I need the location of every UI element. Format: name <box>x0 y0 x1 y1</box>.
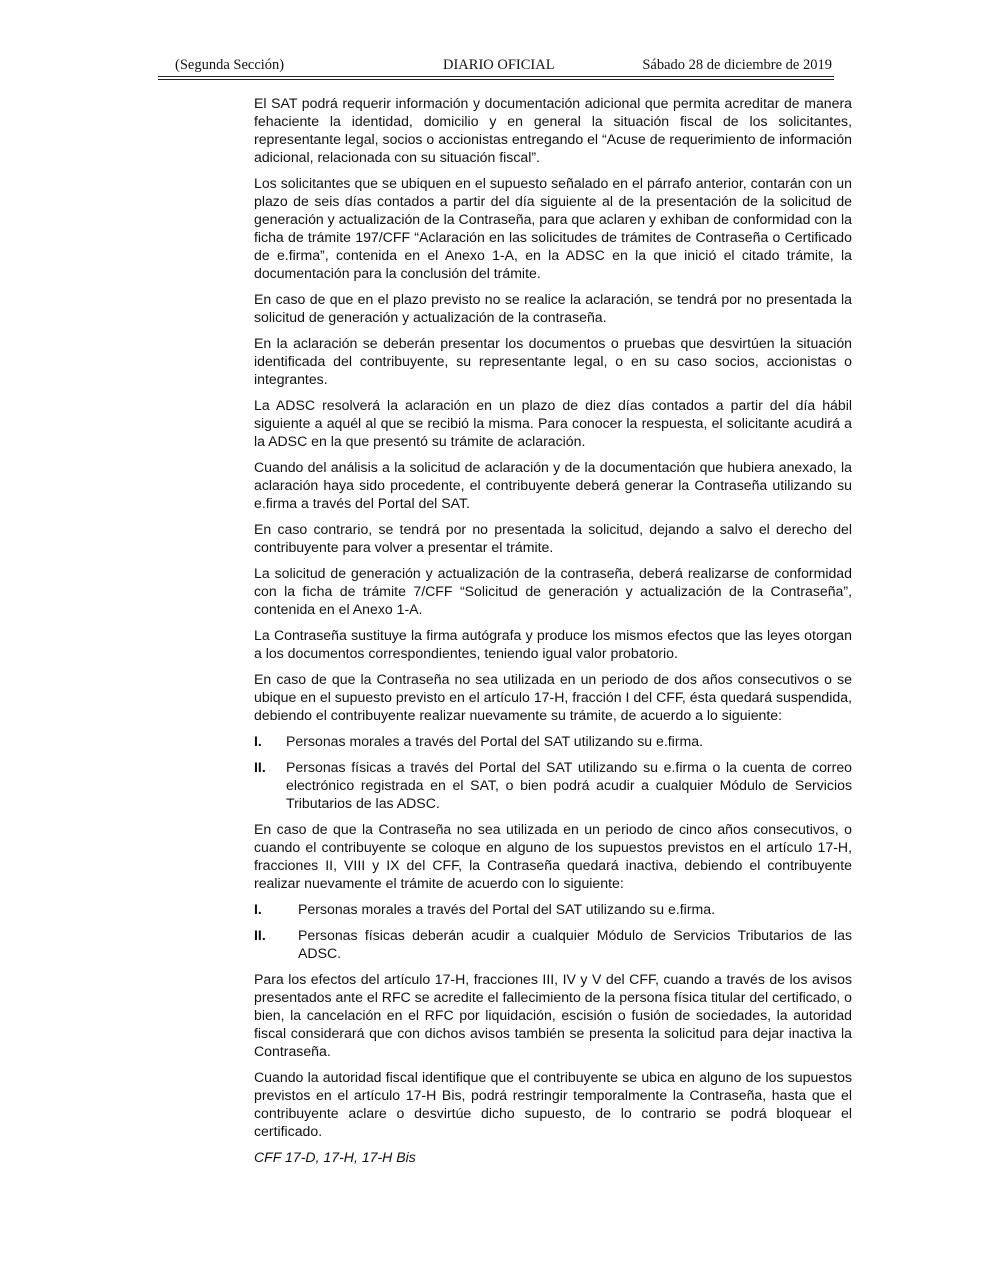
section-label: (Segunda Sección) <box>175 57 285 73</box>
header-rule-bottom <box>158 79 834 80</box>
paragraph: La ADSC resolverá la aclaración en un plazo de diez días contados a partir del día hábil siguiente a aquél al que se recibió la misma. Para conocer la respuesta, el solicitante acudirá a la ADSC en la que presentó su trámite de aclaración. <box>254 397 852 449</box>
list-item <box>254 732 852 750</box>
list-item-text: Personas físicas deberán acudir a cualquier Módulo de Servicios Tributarios de las ADSC. <box>298 927 852 961</box>
legal-reference: CFF 17-D, 17-H, 17-H Bis <box>254 1149 416 1165</box>
list-item <box>254 926 852 962</box>
list-item <box>254 900 852 918</box>
paragraph: El SAT podrá requerir información y documentación adicional que permita acreditar de manera fehaciente la identidad, domicilio y en general la situación fiscal de los solicitantes, representante legal, socios o accionistas entregando el “Acuse de requerimiento de información adicional, relacionada con su situación fiscal”. <box>254 95 852 165</box>
list-item-number: II. <box>254 927 266 943</box>
paragraph: En caso de que la Contraseña no sea utilizada en un periodo de cinco años consecutivos, o cuando el contribuyente se coloque en alguno de los supuestos previstos en el artículo 17-H, fracciones II, VIII y IX del CFF, la Contraseña quedará inactiva, debiendo el contribuyente realizar nuevamente el trámite de acuerdo con lo siguiente: <box>254 821 852 891</box>
paragraph: Cuando del análisis a la solicitud de aclaración y de la documentación que hubiera anexado, la aclaración haya sido procedente, el contribuyente deberá generar la Contraseña utilizando su e.firma a través del Portal del SAT. <box>254 459 852 511</box>
header-rule-top <box>158 76 834 77</box>
suspension-list <box>254 732 852 812</box>
list-item-number: II. <box>254 759 266 775</box>
list-item-text: Personas físicas a través del Portal del SAT utilizando su e.firma o la cuenta de correo electrónico registrada en el SAT, o bien podrá acudir a cualquier Módulo de Servicios Tributarios de las ADSC. <box>286 759 852 811</box>
paragraph: En caso de que en el plazo previsto no se realice la aclaración, se tendrá por no presentada la solicitud de generación y actualización de la contraseña. <box>254 291 852 325</box>
page-header <box>158 57 834 77</box>
paragraph: En caso contrario, se tendrá por no presentada la solicitud, dejando a salvo el derecho del contribuyente para volver a presentar el trámite. <box>254 521 852 555</box>
paragraph: Para los efectos del artículo 17-H, fracciones III, IV y V del CFF, cuando a través de los avisos presentados ante el RFC se acredite el fallecimiento de la persona física titular del certificado, o bien, la cancelación en el RFC por liquidación, escisión o fusión de sociedades, la autoridad fiscal considerará que con dichos avisos también se presenta la solicitud para dejar inactiva la Contraseña. <box>254 971 852 1059</box>
paragraph: En la aclaración se deberán presentar los documentos o pruebas que desvirtúen la situación identificada del contribuyente, su representante legal, o en su caso socios, accionistas o integrantes. <box>254 335 852 387</box>
page-body <box>254 94 852 1174</box>
paragraph: En caso de que la Contraseña no sea utilizada en un periodo de dos años consecutivos o se ubique en el supuesto previsto en el artículo 17-H, fracción I del CFF, ésta quedará suspendida, debiendo el contribuyente realizar nuevamente su trámite, de acuerdo a lo siguiente: <box>254 671 852 723</box>
publication-date: Sábado 28 de diciembre de 2019 <box>642 57 832 73</box>
inactivation-list <box>254 900 852 962</box>
paragraph: La solicitud de generación y actualización de la contraseña, deberá realizarse de conformidad con la ficha de trámite 7/CFF “Solicitud de generación y actualización de la Contraseña”, contenida en el Anexo 1-A. <box>254 565 852 617</box>
paragraph: Cuando la autoridad fiscal identifique que el contribuyente se ubica en alguno de los supuestos previstos en el artículo 17-H Bis, podrá restringir temporalmente la Contraseña, hasta que el contribuyente aclare o desvirtúe dicho supuesto, de lo contrario se podrá bloquear el certificado. <box>254 1069 852 1139</box>
paragraph: La Contraseña sustituye la firma autógrafa y produce los mismos efectos que las leyes otorgan a los documentos correspondientes, teniendo igual valor probatorio. <box>254 627 852 661</box>
list-item-number: I. <box>254 733 262 749</box>
list-item-text: Personas morales a través del Portal del SAT utilizando su e.firma. <box>298 901 716 917</box>
paragraph: Los solicitantes que se ubiquen en el supuesto señalado en el párrafo anterior, contarán con un plazo de seis días contados a partir del día siguiente al de la presentación de la solicitud de generación y actualización de la Contraseña, para que aclaren y exhiban de conformidad con la ficha de trámite 197/CFF “Aclaración en las solicitudes de trámites de Contraseña o Certificado de e.firma”, contenida en el Anexo 1-A, en la ADSC en la que inició el citado trámite, la documentación para la conclusión del trámite. <box>254 175 852 281</box>
list-item <box>254 758 852 812</box>
list-item-number: I. <box>254 901 262 917</box>
list-item-text: Personas morales a través del Portal del SAT utilizando su e.firma. <box>286 733 704 749</box>
publication-title: DIARIO OFICIAL <box>443 57 555 73</box>
